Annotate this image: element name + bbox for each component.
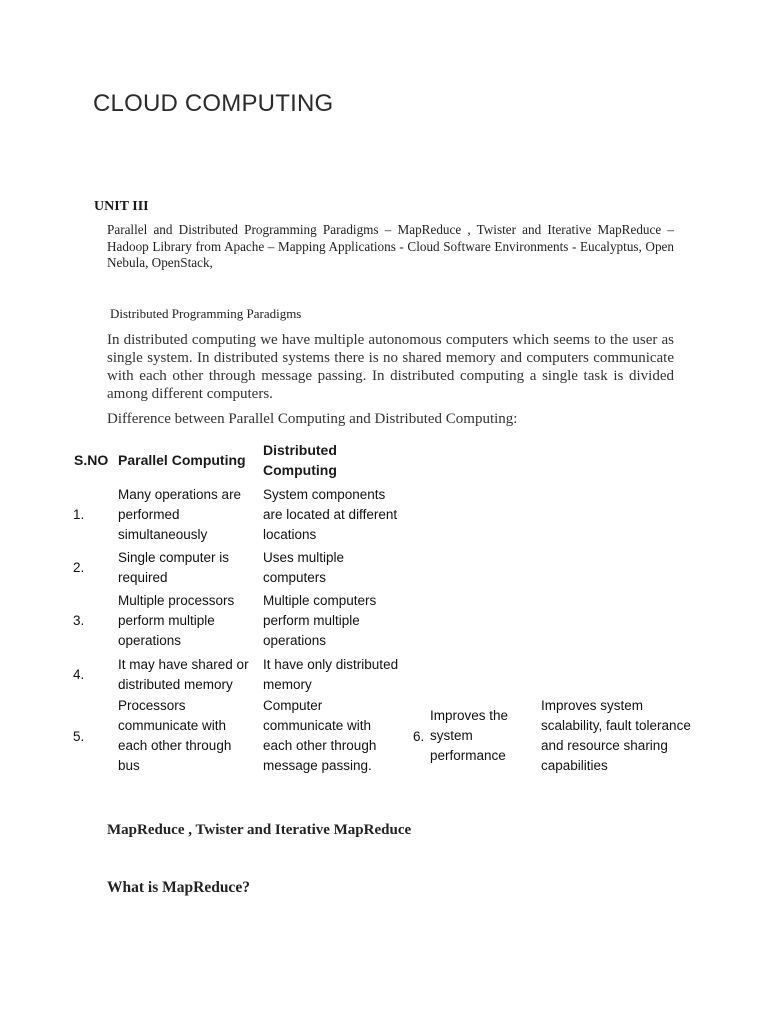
table-row-6-parallel: Improves the system performance [430,708,509,763]
document-title: CLOUD COMPUTING [93,90,334,117]
table-row-4-distributed: It have only distributed memory [263,657,399,692]
table-row-3-parallel: Multiple processors perform multiple operations [118,593,235,648]
table-row-5-distributed: Computer communicate with each other through message passing. [263,698,377,773]
table-header-parallel: Parallel Computing [118,452,246,468]
table-row-3-sno: 3. [73,613,85,628]
table-row-3-distributed: Multiple computers perform multiple operations [263,593,377,648]
what-is-mapreduce-heading: What is MapReduce? [107,879,250,896]
table-row-2-sno: 2. [73,560,85,575]
unit-label: UNIT III [94,199,149,214]
syllabus-text: Parallel and Distributed Programming Paradigms – MapReduce , Twister and Iterative MapReduce – Hadoop Library from Apache – Mapping Applications - Cloud Software Environments - Eucalyptus, Open Nebula, OpenStack, [107,222,674,270]
mapreduce-heading: MapReduce , Twister and Iterative MapReduce [107,822,412,838]
difference-heading: Difference between Parallel Computing and Distributed Computing: [107,411,518,427]
table-row-1-distributed: System components are located at different locations [263,487,398,542]
table-row-2-parallel: Single computer is required [118,550,230,585]
section-heading: Distributed Programming Paradigms [110,306,302,321]
intro-paragraph: In distributed computing we have multiple autonomous computers which seems to the user as single system. In distributed systems there is no shared memory and computers communicate with each other through message passing. In distributed computing a single task is divided among different computers. [107,332,674,402]
table-row-2-distributed: Uses multiple computers [263,550,345,585]
table-row-1-sno: 1. [73,507,85,522]
table-row-6-sno: 6. [413,729,425,744]
table-row-5-parallel: Processors communicate with each other through bus [118,698,232,773]
table-header-sno: S.NO [74,452,109,468]
table-row-1-parallel: Many operations are performed simultaneously [118,487,242,542]
table-row-4-sno: 4. [73,667,85,682]
table-row-6-distributed: Improves system scalability, fault tolerance and resource sharing capabilities [541,698,691,773]
table-row-4-parallel: It may have shared or distributed memory [118,657,249,692]
table-row-5-sno: 5. [73,729,85,744]
table-header-distributed: Distributed Computing [263,442,337,478]
